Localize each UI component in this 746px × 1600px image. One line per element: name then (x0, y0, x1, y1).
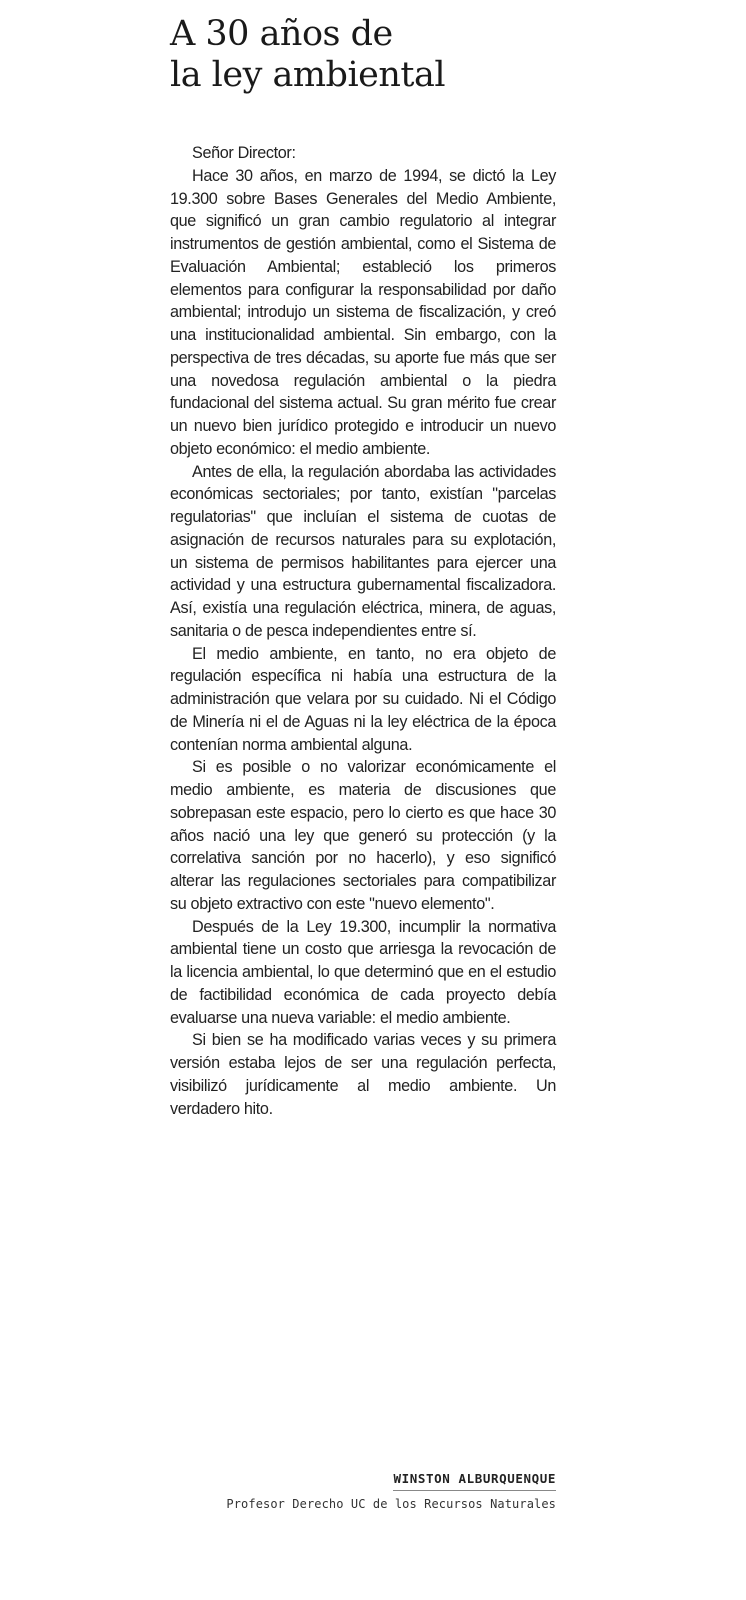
headline-line-2: la ley ambiental (170, 55, 446, 95)
letter-body (170, 142, 556, 1120)
paragraph-6: Si bien se ha modificado varias veces y su primera versión estaba lejos de ser una regulación perfecta, visibilizó jurídicamente al medio ambiente. Un verdadero hito. (170, 1031, 556, 1118)
paragraph-1: Hace 30 años, en marzo de 1994, se dictó la Ley 19.300 sobre Bases Generales del Medio Ambiente, que significó un gran cambio regulatorio al integrar instrumentos de gestión ambiental, como el Sistema de Evaluación Ambiental; estableció los primeros elementos para configurar la responsabilidad por daño ambiental; introdujo un sistema de fiscalización, y creó una institucionalidad ambiental. Sin embargo, con la perspectiva de tres décadas, su aporte fue más que ser una novedosa regulación ambiental o la piedra fundacional del sistema actual. Su gran mérito fue crear un nuevo bien jurídico protegido e introducir un nuevo objeto económico: el medio ambiente. (170, 166, 556, 458)
headline (170, 14, 556, 96)
headline-line-1: A 30 años de (170, 14, 393, 54)
paragraph-3: El medio ambiente, en tanto, no era objeto de regulación específica ni había una estructura de la administración que velara por su cuidado. Ni el Código de Minería ni el de Aguas ni la ley eléctrica de la época contenían norma ambiental alguna. (170, 644, 556, 754)
paragraph-2: Antes de ella, la regulación abordaba las actividades económicas sectoriales; por tanto, existían "parcelas regulatorias" que incluían el sistema de cuotas de asignación de recursos naturales para su explotación, un sistema de permisos habilitantes para ejercer una actividad y una estructura gubernamental fiscalizadora. Así, existía una regulación eléctrica, minera, de aguas, sanitaria o de pesca independientes entre sí. (170, 462, 556, 640)
signature-block (170, 1470, 556, 1511)
author-title: Profesor Derecho UC de los Recursos Naturales (226, 1497, 556, 1511)
salutation: Señor Director: (192, 144, 296, 162)
paragraph-4: Si es posible o no valorizar económicamente el medio ambiente, es materia de discusiones que sobrepasan este espacio, pero lo cierto es que hace 30 años nació una ley que generó su protección (y la correlativa sanción por no hacerlo), y eso significó alterar las regulaciones sectoriales para compatibilizar su objeto extractivo con este "nuevo elemento". (170, 758, 556, 913)
paragraph-5: Después de la Ley 19.300, incumplir la normativa ambiental tiene un costo que arriesga la revocación de la licencia ambiental, lo que determinó que en el estudio de factibilidad económica de cada proyecto debía evaluarse una nueva variable: el medio ambiente. (170, 917, 556, 1027)
author-name: WINSTON ALBURQUENQUE (393, 1471, 556, 1491)
letter-column (170, 14, 556, 1511)
